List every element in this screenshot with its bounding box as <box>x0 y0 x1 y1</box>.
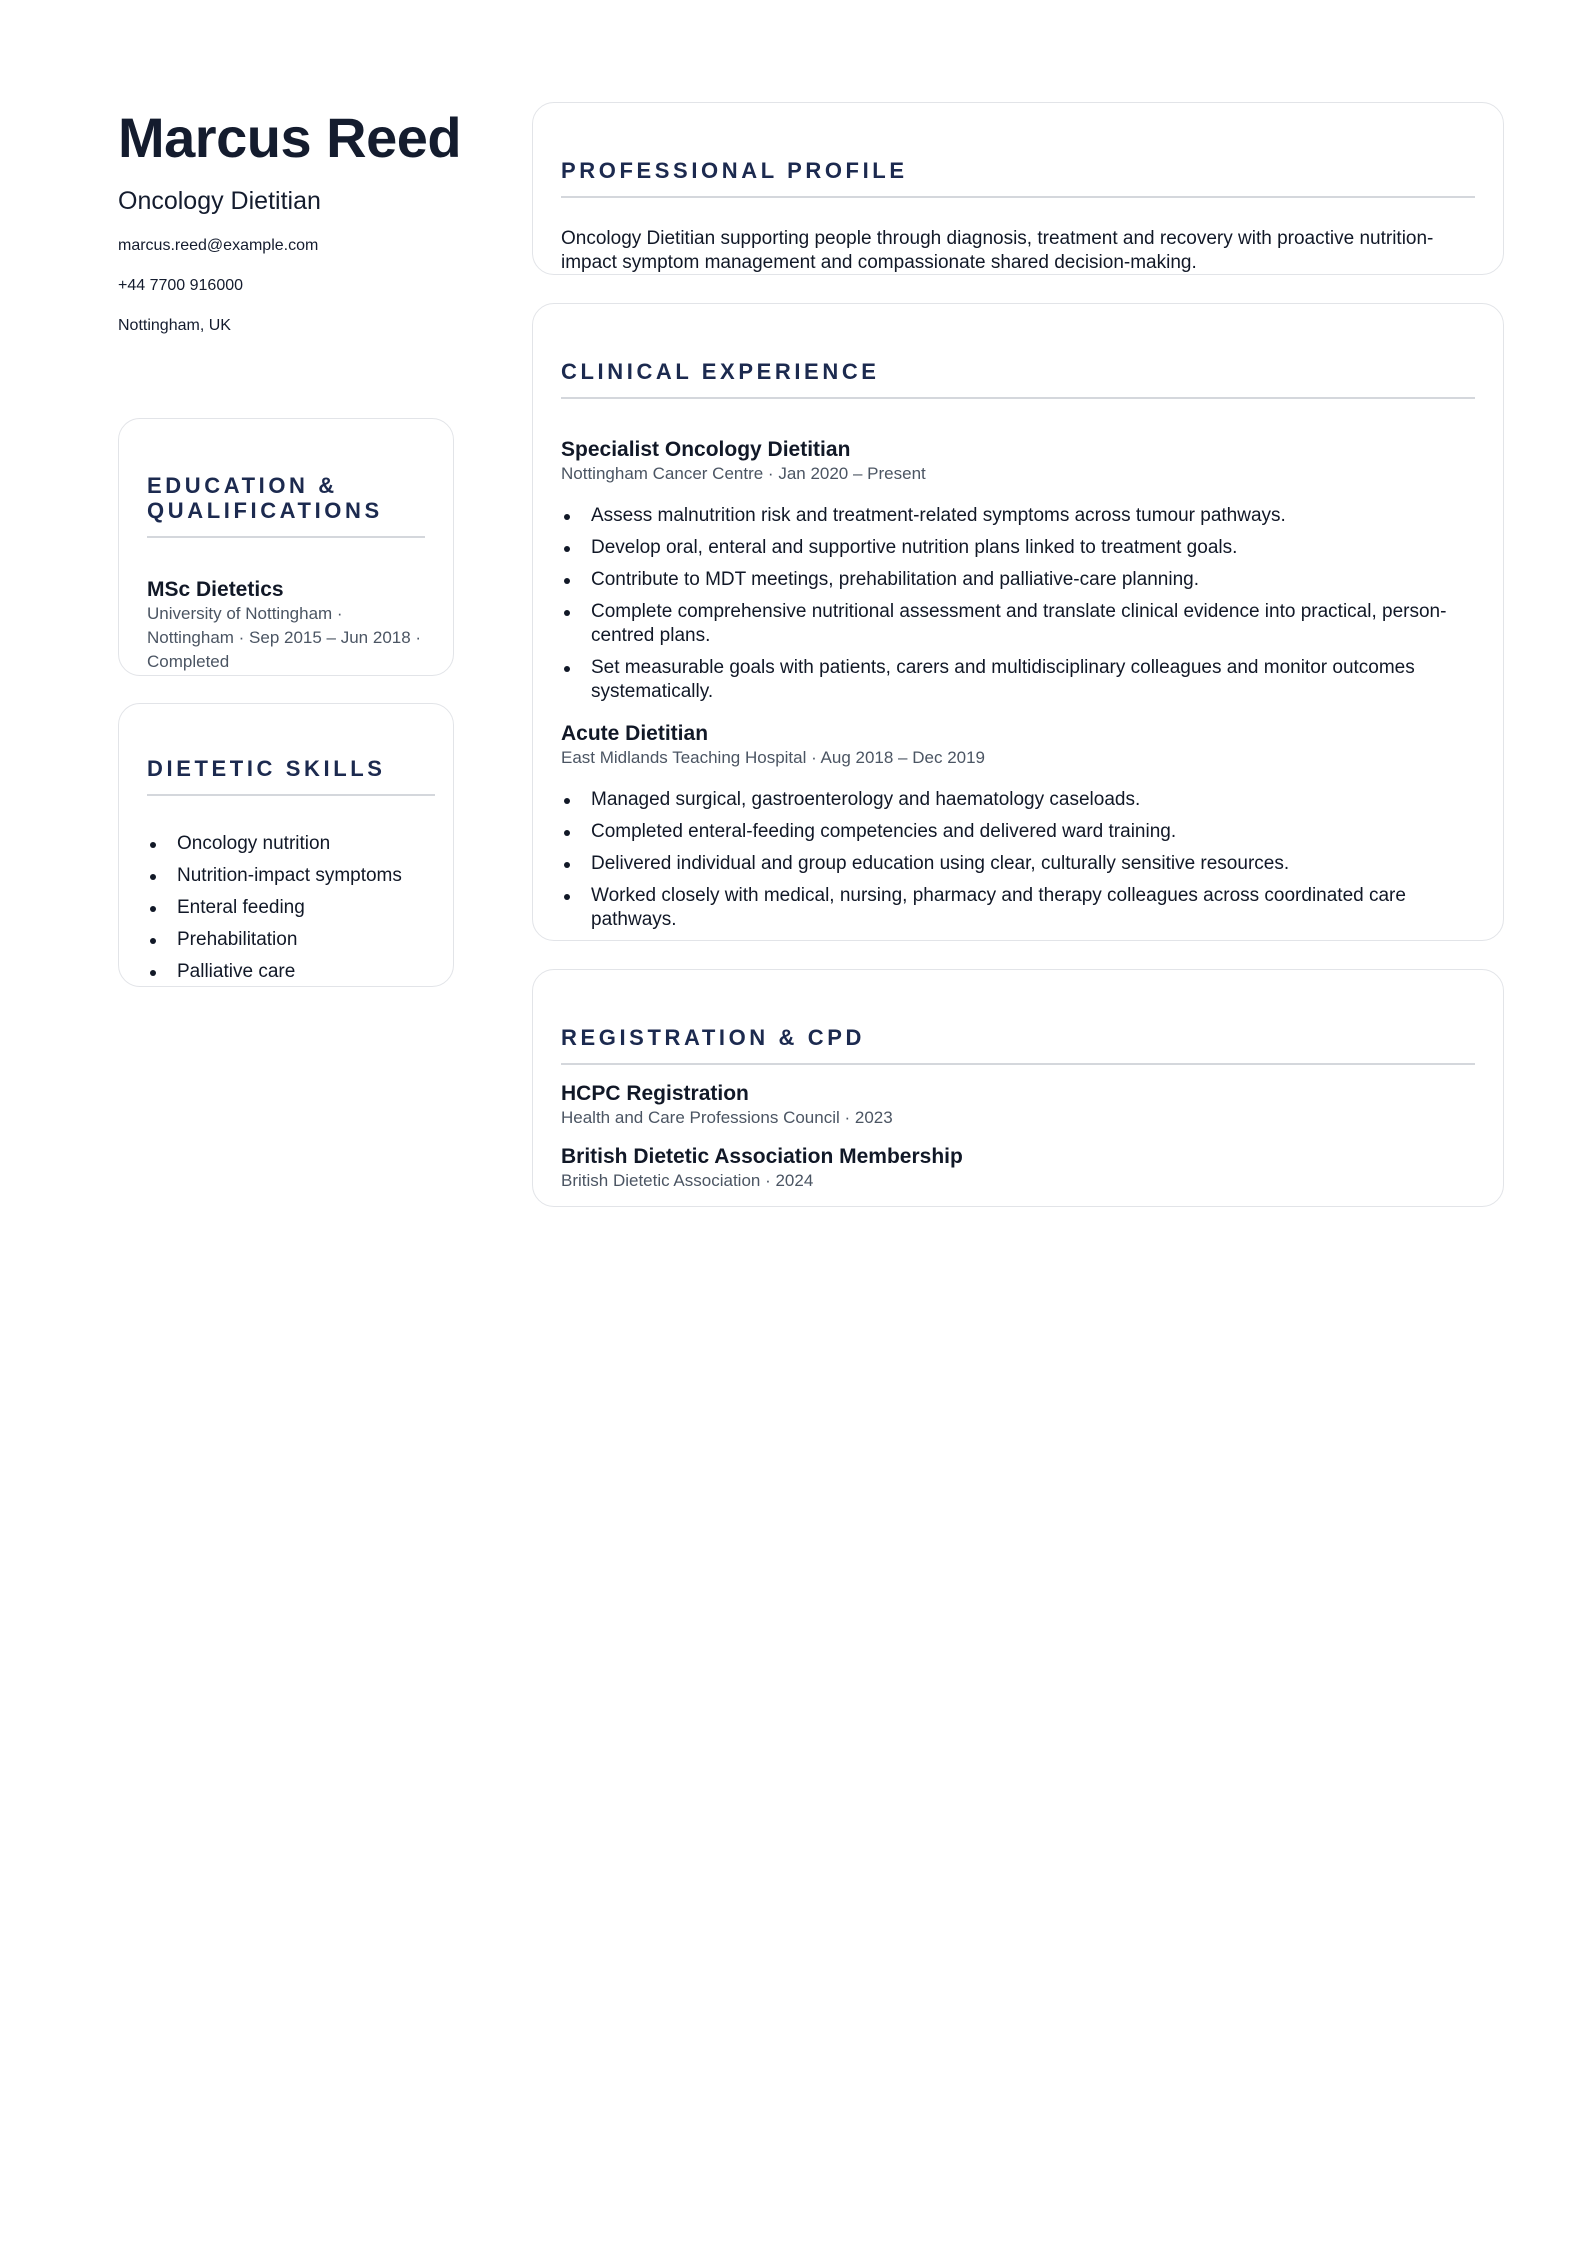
registration-title: British Dietetic Association Membership <box>561 1145 963 1168</box>
degree-title: MSc Dietetics <box>147 578 284 601</box>
job-bullet: Develop oral, enteral and supportive nutrition plans linked to treatment goals. <box>561 536 1475 560</box>
job-bullet: Contribute to MDT meetings, prehabilitation and palliative-care planning. <box>561 568 1475 592</box>
registration-meta: Health and Care Professions Council · 2023 <box>561 1108 893 1127</box>
skill-item: Enteral feeding <box>147 896 435 920</box>
registration-card <box>532 969 1504 1207</box>
job-entry <box>561 438 1475 704</box>
skills-list <box>147 832 435 984</box>
job-meta: Nottingham Cancer Centre · Jan 2020 – Present <box>561 464 926 483</box>
registration-meta: British Dietetic Association · 2024 <box>561 1171 814 1190</box>
profile-heading: PROFESSIONAL PROFILE <box>561 158 908 183</box>
section-divider <box>561 1063 1475 1065</box>
experience-heading: CLINICAL EXPERIENCE <box>561 359 880 384</box>
candidate-name: Marcus Reed <box>118 106 462 169</box>
job-bullets <box>561 788 1475 932</box>
skill-item: Oncology nutrition <box>147 832 435 856</box>
profile-card <box>532 102 1504 275</box>
job-meta: East Midlands Teaching Hospital · Aug 2018 – Dec 2019 <box>561 748 986 767</box>
job-entry <box>561 722 1475 932</box>
experience-card <box>532 303 1504 941</box>
job-bullet: Managed surgical, gastroenterology and haematology caseloads. <box>561 788 1475 812</box>
job-bullet: Worked closely with medical, nursing, pharmacy and therapy colleagues across coordinated care pathways. <box>561 884 1475 932</box>
contact-location: Nottingham, UK <box>118 317 231 334</box>
candidate-title: Oncology Dietitian <box>118 187 321 215</box>
job-bullet: Completed enteral-feeding competencies and delivered ward training. <box>561 820 1475 844</box>
job-bullet: Complete comprehensive nutritional assessment and translate clinical evidence into practical, person-centred plans. <box>561 600 1475 648</box>
job-bullet: Assess malnutrition risk and treatment-related symptoms across tumour pathways. <box>561 504 1475 528</box>
section-divider <box>147 794 435 796</box>
education-card <box>118 418 454 676</box>
education-heading: EDUCATION & QUALIFICATIONS <box>147 473 383 523</box>
education-item <box>147 578 425 674</box>
skills-heading: DIETETIC SKILLS <box>147 756 386 781</box>
job-title: Acute Dietitian <box>561 722 709 745</box>
skill-item: Palliative care <box>147 960 435 984</box>
contact-phone: +44 7700 916000 <box>118 277 244 294</box>
skill-item: Nutrition-impact symptoms <box>147 864 435 888</box>
registration-item <box>561 1082 1475 1129</box>
contact-info <box>118 236 454 336</box>
job-title: Specialist Oncology Dietitian <box>561 438 851 461</box>
job-bullet: Set measurable goals with patients, carers and multidisciplinary colleagues and monitor outcomes systematically. <box>561 656 1475 704</box>
sidebar <box>118 100 462 356</box>
degree-details: University of Nottingham · Nottingham · Sep 2015 – Jun 2018 · Completed <box>147 604 422 671</box>
registration-item <box>561 1145 1475 1192</box>
job-bullets <box>561 504 1475 704</box>
skills-card <box>118 703 454 987</box>
skill-item: Prehabilitation <box>147 928 435 952</box>
section-divider <box>561 397 1475 399</box>
section-divider <box>561 196 1475 198</box>
registration-title: HCPC Registration <box>561 1082 749 1105</box>
profile-summary: Oncology Dietitian supporting people through diagnosis, treatment and recovery with proactive nutrition-impact symptom management and compassionate shared decision-making. <box>561 228 1434 273</box>
section-divider <box>147 536 425 538</box>
contact-email: marcus.reed@example.com <box>118 237 319 254</box>
job-bullet: Delivered individual and group education using clear, culturally sensitive resources. <box>561 852 1475 876</box>
registration-heading: REGISTRATION & CPD <box>561 1025 865 1050</box>
